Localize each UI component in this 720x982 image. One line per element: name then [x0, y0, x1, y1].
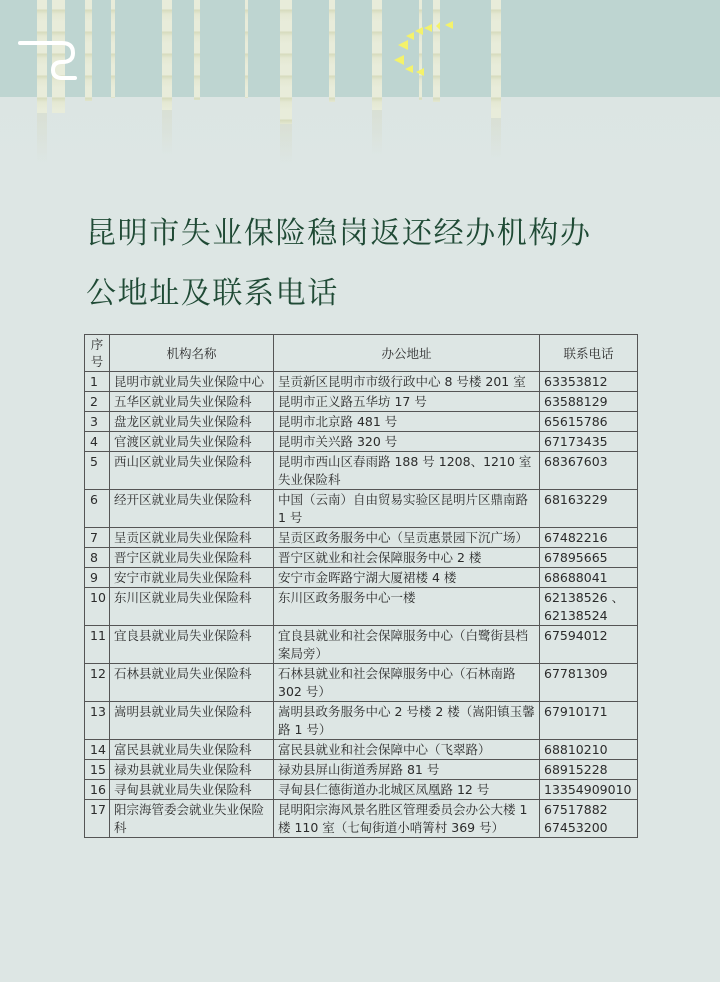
bird-icon — [394, 55, 404, 65]
cell-address: 昆明阳宗海风景名胜区管理委员会办公大楼 1 楼 110 室（七甸街道小哨箐村 369 号） — [274, 800, 540, 838]
cell-address: 中国（云南）自由贸易实验区昆明片区鼎南路 1 号 — [274, 490, 540, 528]
cell-name: 嵩明县就业局失业保险科 — [110, 702, 274, 740]
cell-name: 西山区就业局失业保险科 — [110, 452, 274, 490]
table-row — [85, 490, 638, 528]
cell-address: 宜良县就业和社会保障服务中心（白鹭街县档案局旁） — [274, 626, 540, 664]
cell-seq: 9 — [85, 568, 110, 588]
cell-name: 晋宁区就业局失业保险科 — [110, 548, 274, 568]
cell-name: 官渡区就业局失业保险科 — [110, 432, 274, 452]
cell-seq: 3 — [85, 412, 110, 432]
trunk-reflection — [162, 110, 172, 155]
cell-address: 呈贡区政务服务中心（呈贡惠景园下沉广场） — [274, 528, 540, 548]
cell-phone: 67895665 — [540, 548, 638, 568]
cell-name: 阳宗海管委会就业失业保险科 — [110, 800, 274, 838]
bird-icon — [398, 40, 408, 50]
cell-address: 石林县就业和社会保障服务中心（石林南路 302 号） — [274, 664, 540, 702]
cell-address: 昆明市正义路五华坊 17 号 — [274, 392, 540, 412]
cell-address: 晋宁区就业和社会保障服务中心 2 楼 — [274, 548, 540, 568]
cell-name: 呈贡区就业局失业保险科 — [110, 528, 274, 548]
cell-phone: 63353812 — [540, 372, 638, 392]
cell-name: 寻甸县就业局失业保险科 — [110, 780, 274, 800]
table-row — [85, 740, 638, 760]
birch-trunk-icon — [245, 0, 248, 98]
cell-phone: 68810210 — [540, 740, 638, 760]
header-banner — [0, 0, 720, 170]
birch-trunk-icon — [194, 0, 200, 100]
cell-address: 嵩明县政务服务中心 2 号楼 2 楼（嵩阳镇玉馨路 1 号） — [274, 702, 540, 740]
cell-name: 五华区就业局失业保险科 — [110, 392, 274, 412]
cell-name: 昆明市就业局失业保险中心 — [110, 372, 274, 392]
birch-trunk-icon — [372, 0, 382, 110]
birch-trunk-icon — [280, 0, 292, 124]
page-title-line1: 昆明市失业保险稳岗返还经办机构办 — [86, 216, 592, 251]
cell-address: 昆明市北京路 481 号 — [274, 412, 540, 432]
cell-seq: 17 — [85, 800, 110, 838]
trunk-reflection — [280, 124, 292, 164]
bird-icon — [415, 27, 423, 35]
cell-seq: 14 — [85, 740, 110, 760]
bird-icon — [424, 24, 432, 32]
cell-phone: 67594012 — [540, 626, 638, 664]
table-row — [85, 452, 638, 490]
table-header-row — [85, 335, 638, 372]
cell-phone: 67910171 — [540, 702, 638, 740]
table-row — [85, 548, 638, 568]
trunk-reflection — [372, 110, 382, 155]
table-row — [85, 372, 638, 392]
cell-phone: 62138526 、62138524 — [540, 588, 638, 626]
cell-phone: 65615786 — [540, 412, 638, 432]
table-row — [85, 568, 638, 588]
cell-name: 东川区就业局失业保险科 — [110, 588, 274, 626]
header-phone: 联系电话 — [540, 335, 638, 372]
cell-seq: 4 — [85, 432, 110, 452]
cell-name: 安宁市就业局失业保险科 — [110, 568, 274, 588]
cell-seq: 5 — [85, 452, 110, 490]
cell-phone: 67781309 — [540, 664, 638, 702]
cell-seq: 16 — [85, 780, 110, 800]
birch-trunk-icon — [419, 0, 422, 100]
page-title — [86, 204, 666, 324]
bird-icon — [405, 65, 413, 73]
birch-trunk-icon — [433, 0, 440, 102]
bird-icon — [445, 21, 453, 29]
header-name: 机构名称 — [110, 335, 274, 372]
header-seq: 序号 — [85, 335, 110, 372]
bird-icon — [406, 32, 414, 40]
cell-address: 呈贡新区昆明市市级行政中心 8 号楼 201 室 — [274, 372, 540, 392]
page-title-line2: 公地址及联系电话 — [86, 276, 339, 311]
header-address: 办公地址 — [274, 335, 540, 372]
table-row — [85, 432, 638, 452]
cell-name: 石林县就业局失业保险科 — [110, 664, 274, 702]
cell-seq: 7 — [85, 528, 110, 548]
table-row — [85, 626, 638, 664]
cell-phone: 68163229 — [540, 490, 638, 528]
table-row — [85, 588, 638, 626]
cell-seq: 13 — [85, 702, 110, 740]
trunk-reflection — [37, 113, 47, 163]
cell-phone: 13354909010 — [540, 780, 638, 800]
cell-phone: 67482216 — [540, 528, 638, 548]
bird-icon — [416, 68, 424, 76]
cell-name: 禄劝县就业局失业保险科 — [110, 760, 274, 780]
table-row — [85, 760, 638, 780]
cell-address: 安宁市金晖路宁湖大厦裙楼 4 楼 — [274, 568, 540, 588]
cell-seq: 8 — [85, 548, 110, 568]
cell-seq: 10 — [85, 588, 110, 626]
cell-seq: 2 — [85, 392, 110, 412]
bird-icon — [436, 22, 440, 30]
cell-seq: 6 — [85, 490, 110, 528]
trunk-reflection — [491, 118, 501, 158]
birch-trunk-icon — [329, 0, 335, 102]
contacts-table — [84, 334, 638, 838]
cell-phone: 68688041 — [540, 568, 638, 588]
wind-swirl-icon — [0, 0, 160, 90]
table-row — [85, 528, 638, 548]
cell-address: 禄劝县屏山街道秀屏路 81 号 — [274, 760, 540, 780]
cell-address: 昆明市西山区春雨路 188 号 1208、1210 室失业保险科 — [274, 452, 540, 490]
cell-address: 寻甸县仁德街道办北城区凤凰路 12 号 — [274, 780, 540, 800]
banner-ground — [0, 97, 720, 170]
cell-address: 富民县就业和社会保障中心（飞翠路） — [274, 740, 540, 760]
cell-seq: 11 — [85, 626, 110, 664]
table-row — [85, 412, 638, 432]
cell-phone: 68367603 — [540, 452, 638, 490]
table-row — [85, 800, 638, 838]
cell-phone: 67173435 — [540, 432, 638, 452]
cell-name: 富民县就业局失业保险科 — [110, 740, 274, 760]
cell-name: 盘龙区就业局失业保险科 — [110, 412, 274, 432]
table-row — [85, 780, 638, 800]
cell-phone: 67517882 67453200 — [540, 800, 638, 838]
birch-trunk-icon — [491, 0, 501, 118]
cell-name: 宜良县就业局失业保险科 — [110, 626, 274, 664]
cell-seq: 12 — [85, 664, 110, 702]
cell-seq: 15 — [85, 760, 110, 780]
cell-address: 昆明市关兴路 320 号 — [274, 432, 540, 452]
cell-phone: 68915228 — [540, 760, 638, 780]
table-row — [85, 664, 638, 702]
cell-phone: 63588129 — [540, 392, 638, 412]
birch-trunk-icon — [162, 0, 172, 110]
cell-address: 东川区政务服务中心一楼 — [274, 588, 540, 626]
table-row — [85, 392, 638, 412]
cell-seq: 1 — [85, 372, 110, 392]
table-row — [85, 702, 638, 740]
cell-name: 经开区就业局失业保险科 — [110, 490, 274, 528]
